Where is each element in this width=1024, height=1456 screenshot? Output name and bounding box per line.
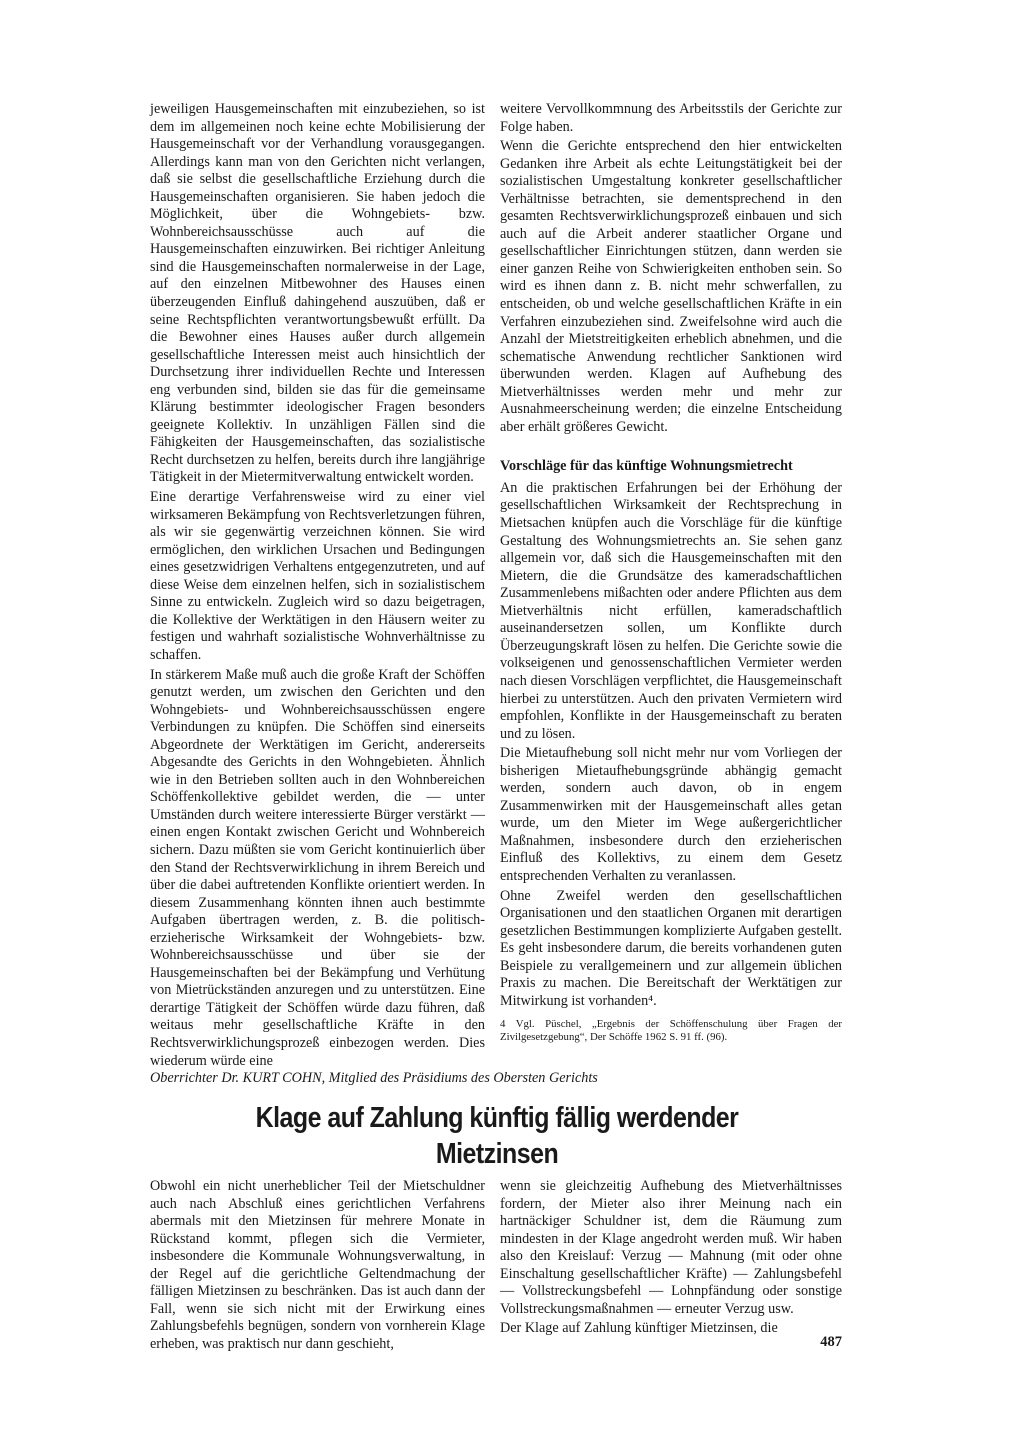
article-title: Klage auf Zahlung künftig fällig werdender Mietzinsen bbox=[255, 1102, 739, 1170]
paragraph: Wenn die Gerichte entsprechend den hier entwickelten Gedanken ihre Arbeit als echte Leitungstätigkeit bei der sozialistischen Umgestaltung konkreter gesellschaftlicher Verhältnisse betrachten, sie dementsprechend in den gesamten Rechtsverwirklichungsprozeß einbauen und sich auch auf die Arbeit anderer staatlicher Organe und gesellschaftlicher Einrichtungen stützen, dann werden sie einer ganzen Reihe von Schwierigkeiten enthoben sein. So wird es ihnen dann z. B. nicht mehr schwerfallen, zu entscheiden, ob und welche gesellschaftlichen Kräfte in ein Verfahren einzubeziehen sind. Zweifelsohne wird auch die Anzahl der Mietstreitigkeiten erheblich abnehmen, und die schematische Anwendung rechtlicher Sanktionen wird überwunden werden. Klagen auf Aufhebung des Mietverhältnisses werden mehr und mehr zur Ausnahmeerscheinung werden; die einzelne Entscheidung aber erhält größeres Gewicht. bbox=[500, 138, 842, 435]
text-column-left-bottom bbox=[150, 1178, 485, 1353]
paragraph: Ohne Zweifel werden den gesellschaftlichen Organisationen und den staatlichen Organen mit derartigen gesetzlichen Bestimmungen komplizierte Aufgaben gestellt. Es geht insbesondere darum, die bereits vorhandenen guten Beispiele zu verallgemeinern und zur allgemein üblichen Praxis zu machen. Die Bereitschaft der Werktätigen zur Mitwirkung ist vorhanden⁴. bbox=[500, 887, 842, 1009]
text-column-right-top bbox=[500, 101, 842, 1044]
text-column-right-bottom bbox=[500, 1178, 842, 1338]
page-number: 487 bbox=[820, 1334, 842, 1350]
paragraph: In stärkerem Maße muß auch die große Kraft der Schöffen genutzt werden, um zwischen den Gerichten und den Wohngebiets- und Wohnbereichsausschüssen engere Verbindungen zu knüpfen. Die Schöffen sind einerseits Abgeordnete der Werktätigen im Gericht, andererseits Abgesandte des Gerichts in den Wohngebieten. Ähnlich wie in den Betrieben sollten auch in den Wohnbereichen Schöffenkollektive gebildet werden, die — unter Umständen durch weitere interessierte Bürger verstärkt — einen engen Kontakt zwischen Gericht und Wohnbereich sichern. Dazu müßten sie vom Gericht kontinuierlich über den Stand der Rechtsverwirklichung in ihrem Bereich und über die dabei auftretenden Konflikte orientiert werden. In diesem Zusammenhang könnten ihnen auch bestimmte Aufgaben übertragen werden, z. B. die politisch-erzieherische Wirksamkeit der Wohngebiets- bzw. Wohnbereichsausschüsse und über sie der Hausgemeinschaften bei der Bekämpfung und Verhütung von Mietrückständen anzuregen und zu unterstützen. Eine derartige Tätigkeit der Schöffen würde dazu führen, daß weitaus mehr gesellschaftliche Kräfte in den Rechtsverwirklichungsprozeß einbezogen werden. Dies wiederum würde eine bbox=[150, 666, 485, 1069]
section-subheading: Vorschläge für das künftige Wohnungsmietrecht bbox=[500, 458, 793, 475]
paragraph: weitere Vervollkommnung des Arbeitsstils der Gerichte zur Folge haben. bbox=[500, 101, 842, 135]
author-line: Oberrichter Dr. KURT COHN, Mitglied des Präsidiums des Obersten Gerichts bbox=[150, 1070, 598, 1086]
paragraph: Die Mietaufhebung soll nicht mehr nur vom Vorliegen der bisherigen Mietaufhebungsgründe abhängig gemacht werden, sondern auch davon, ob in engem Zusammenwirken mit der Hausgemeinschaft alles getan wurde, um den Mieter im Wege außergerichtlicher Maßnahmen, insbesondere durch den erzieherischen Einfluß des Kollektivs, zu einem dem Gesetz entsprechenden Verhalten zu veranlassen. bbox=[500, 745, 842, 884]
paragraph: wenn sie gleichzeitig Aufhebung des Mietverhältnisses fordern, der Mieter also ihrer Meinung nach ein hartnäckiger Schuldner ist, dem die Räumung zum mindesten in der Klage angedroht werden muß. Wir haben also den Kreislauf: Verzug — Mahnung (mit oder ohne Einschaltung gesellschaftlicher Kräfte) — Zahlungsbefehl — Vollstreckungsbefehl — Lohnpfändung oder sonstige Vollstreckungsmaßnahmen — erneuter Verzug usw. bbox=[500, 1178, 842, 1317]
footnote: 4 Vgl. Püschel, „Ergebnis der Schöffenschulung über Fragen der Zivilgesetzgebung“, Der Schöffe 1962 S. 91 ff. (96). bbox=[500, 1018, 842, 1044]
paragraph: An die praktischen Erfahrungen bei der Erhöhung der gesellschaftlichen Wirksamkeit der Rechtsprechung in Mietsachen knüpfen auch die Vorschläge für die künftige Gestaltung des Wohnungsmietrechts an. Sie sehen ganz allgemein vor, daß sich die Hausgemeinschaften mit den Mietern, die die Grundsätze des kameradschaftlichen Zusammenlebens mißachten oder andere Pflichten aus dem Mietverhältnis nicht erfüllen, kameradschaftlich auseinandersetzen sollen, um Konflikte durch Überzeugungskraft lösen zu helfen. Die Gerichte sowie die volkseigenen und genossenschaftlichen Vermieter werden nach diesen Vorschlägen verpflichtet, die Hausgemeinschaft hierbei zu unterstützen. Auch den privaten Vermietern wird empfohlen, Konflikte in der Hausgemeinschaft zu beraten und zu lösen. bbox=[500, 479, 842, 742]
paragraph: Der Klage auf Zahlung künftiger Mietzinsen, die bbox=[500, 1320, 778, 1337]
paragraph: Eine derartige Verfahrensweise wird zu einer viel wirksameren Bekämpfung von Rechtsverletzungen führen, als wir sie gegenwärtig verzeichnen können. Sie wird ermöglichen, den wirklichen Ursachen und Bedingungen eines gesetzwidrigen Verhaltens entgegenzutreten, und auf diese Weise dem einzelnen helfen, sich in sozialistischem Sinne zu entwickeln. Zugleich wird so dazu beigetragen, die Kollektive der Werktätigen in den Häusern weiter zu festigen und wahrhaft sozialistische Wohnverhältnisse zu schaffen. bbox=[150, 489, 485, 663]
paragraph: jeweiligen Hausgemeinschaften mit einzubeziehen, so ist dem im allgemeinen noch keine echte Mobilisierung der Hausgemeinschaft vor der Verhandlung vorausgegangen. Allerdings kann man von den Gerichten nicht verlangen, daß sie selbst die gesellschaftliche Erziehung durch die Hausgemeinschaften organisieren. Sie haben jedoch die Möglichkeit, über die Wohngebiets- bzw. Wohnbereichsausschüsse auch auf die Hausgemeinschaften einzuwirken. Bei richtiger Anleitung sind die Hausgemeinschaften normalerweise in der Lage, auf den einzelnen Mitbewohner des Hauses einen überzeugenden Einfluß dahingehend auszuüben, daß er seine Rechtspflichten verantwortungsbewußt erfüllt. Da die Bewohner eines Hauses außer durch allgemein gesellschaftliche Interessen meist auch hinsichtlich der Durchsetzung ihrer individuellen Rechte und Interessen eng verbunden sind, bilden sie das für die gemeinsame Klärung bestimmter ideologischer Fragen besonders geeignete Kollektiv. In unzähligen Fällen sind die Fähigkeiten der Hausgemeinschaften, das sozialistische Recht durchsetzen zu helfen, bereits durch ihre langjährige Tätigkeit in der Mietermitverwaltung entwickelt worden. bbox=[150, 101, 485, 486]
text-column-left-top bbox=[150, 101, 485, 1070]
paragraph: Obwohl ein nicht unerheblicher Teil der Mietschuldner auch nach Abschluß eines gerichtlichen Verfahrens abermals mit den Mietzinsen für mehrere Monate in Rückstand kommt, pflegen sich die Vermieter, insbesondere die Kommunale Wohnungsverwaltung, in der Regel auf die gerichtliche Geltendmachung der fälligen Mietzinsen zu beschränken. Das ist auch dann der Fall, wenn sie sich nicht mit der Erwirkung eines Zahlungsbefehls begnügen, sondern von vornherein Klage erheben, was praktisch nur dann geschieht, bbox=[150, 1178, 485, 1352]
